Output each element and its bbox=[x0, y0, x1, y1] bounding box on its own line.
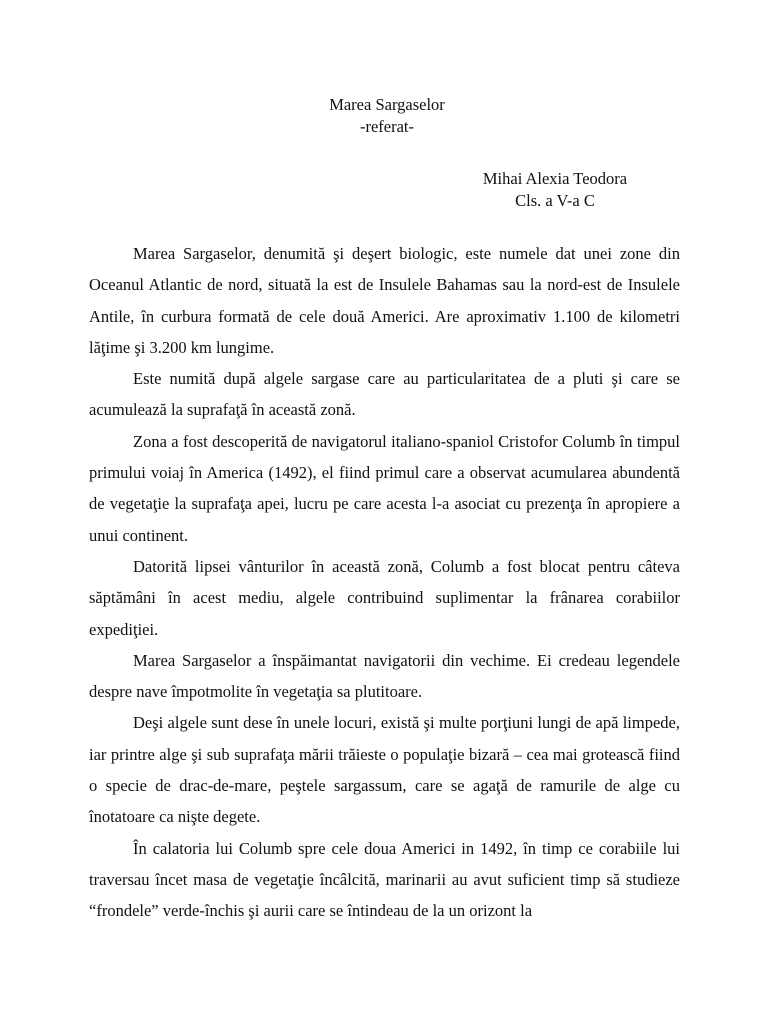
paragraph: Marea Sargaselor, denumită şi deşert biologic, este numele dat unei zone din Oceanul Atlantic de nord, situată la est de Insulele Bahamas sau la nord-est de Insulele Antile, în curbura formată de cele două Americi. Are aproximativ 1.100 de kilometri lăţime şi 3.200 km lungime. bbox=[89, 244, 680, 357]
paragraph: Zona a fost descoperită de navigatorul italiano-spaniol Cristofor Columb în timpul primului voiaj în America (1492), el fiind primul care a observat acumularea abundentă de vegetaţie la suprafaţa apei, lucru pe care acesta l-a asociat cu prezenţa în apropiere a unui continent. bbox=[89, 431, 680, 545]
author-class: Cls. a V-a C bbox=[515, 191, 595, 210]
document-subtitle: -referat- bbox=[359, 117, 415, 136]
document-body bbox=[89, 238, 680, 927]
paragraph: Este numită după algele sargase care au particularitatea de a pluti şi care se acumulează la suprafaţă în această zonă. bbox=[89, 369, 680, 420]
paragraph: Deşi algele sunt dese în unele locuri, există şi multe porţiuni lungi de apă limpede, iar printre alge şi sub suprafaţa mării trăieste o populaţie bizară – cea mai grotească fiind o specie de drac-de-mare, peştele sargassum, care se agaţă de ramurile de alge cu înotatoare ca nişte degete. bbox=[89, 713, 680, 827]
title-block bbox=[0, 94, 768, 138]
document-title: Marea Sargaselor bbox=[329, 95, 445, 114]
paragraph: Marea Sargaselor a înspăimantat navigatorii din vechime. Ei credeau legendele despre nave împotmolite în vegetaţia sa plutitoare. bbox=[89, 650, 680, 702]
paragraph: În calatoria lui Columb spre cele doua Americi in 1492, în timp ce corabiile lui traversau încet masa de vegetaţie încâlcită, marinarii au avut suficient timp să studieze “frondele” verde-închis şi aurii care se întindeau de la un orizont la bbox=[89, 838, 680, 921]
paragraph: Datorită lipsei vânturilor în această zonă, Columb a fost blocat pentru câteva săptămâni în acest mediu, algele contribuind suplimentar la frânarea corabiilor expediţiei. bbox=[89, 556, 680, 639]
author-block bbox=[440, 168, 670, 212]
author-name: Mihai Alexia Teodora bbox=[482, 169, 628, 188]
